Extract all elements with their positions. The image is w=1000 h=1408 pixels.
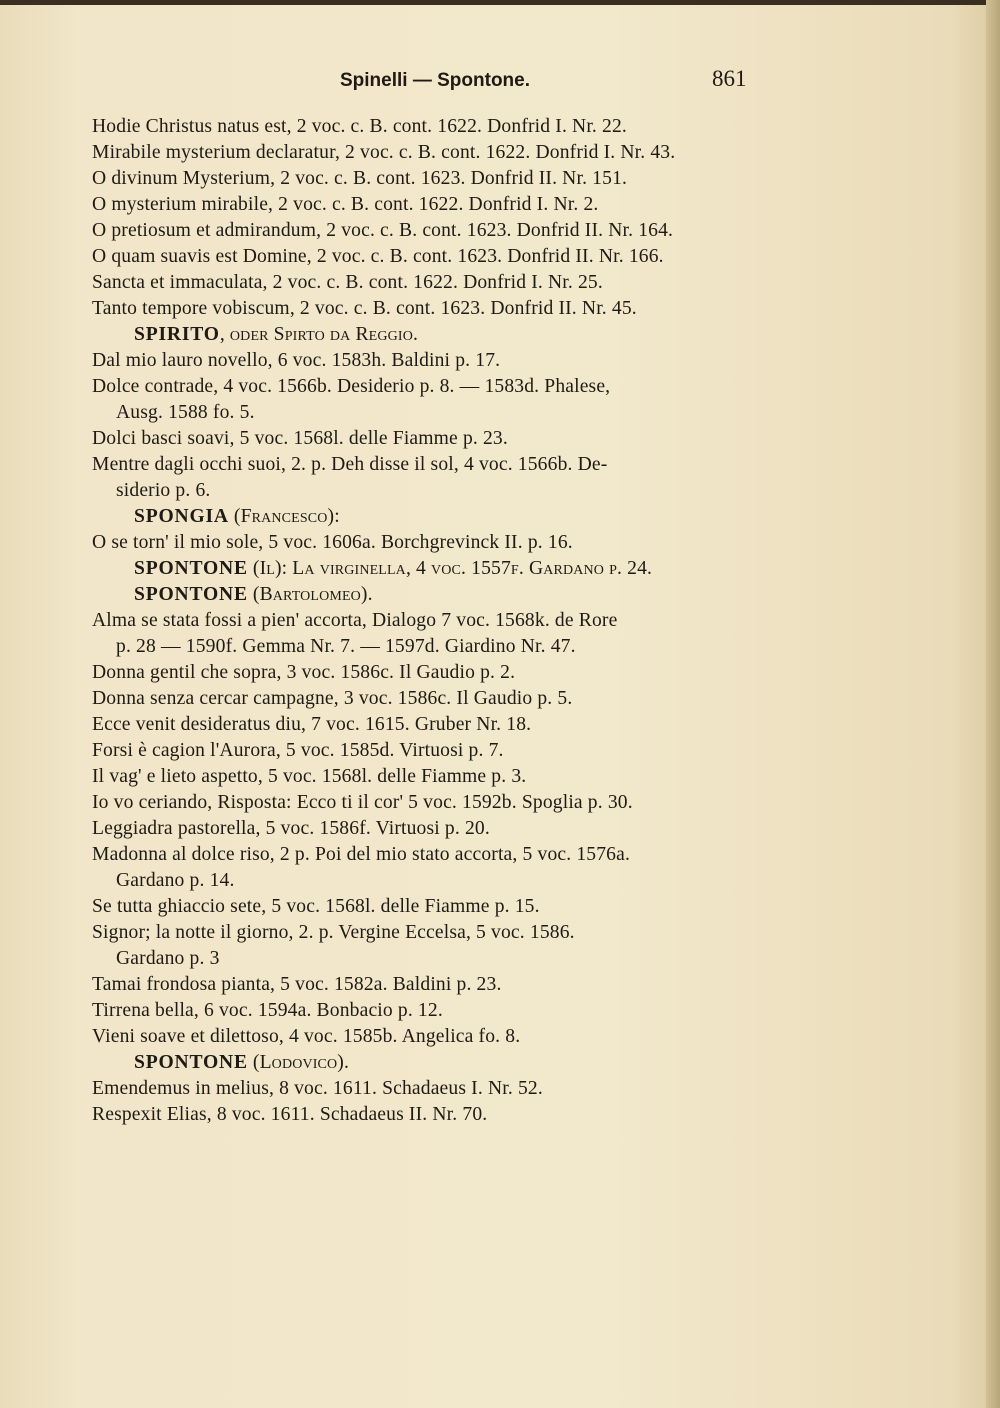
composer-name: SPONTONE bbox=[134, 1052, 248, 1073]
catalogue-entry: O quam suavis est Domine, 2 voc. c. B. cont. 1623. Donfrid II. Nr. 166. bbox=[92, 246, 664, 267]
catalogue-entry: Tamai frondosa pianta, 5 voc. 1582a. Baldini p. 23. bbox=[92, 974, 502, 995]
catalogue-entry: Tanto tempore vobiscum, 2 voc. c. B. cont. 1623. Donfrid II. Nr. 45. bbox=[92, 298, 637, 319]
catalogue-entry: Il vag' e lieto aspetto, 5 voc. 1568l. delle Fiamme p. 3. bbox=[92, 766, 527, 787]
composer-heading-rest: (Francesco): bbox=[228, 506, 340, 527]
composer-name: SPONTONE bbox=[134, 558, 248, 579]
running-head: Spinelli — Spontone. bbox=[340, 70, 530, 91]
catalogue-entry: O divinum Mysterium, 2 voc. c. B. cont. 1623. Donfrid II. Nr. 151. bbox=[92, 168, 628, 189]
catalogue-entry: Tirrena bella, 6 voc. 1594a. Bonbacio p. 12. bbox=[92, 1000, 443, 1021]
catalogue-text bbox=[92, 114, 772, 1128]
catalogue-entry: Madonna al dolce riso, 2 p. Poi del mio stato accorta, 5 voc. 1576a. bbox=[92, 844, 631, 865]
catalogue-entry: Forsi è cagion l'Aurora, 5 voc. 1585d. Virtuosi p. 7. bbox=[92, 740, 504, 761]
composer-name: SPONGIA bbox=[134, 506, 229, 527]
page-number: 861 bbox=[712, 66, 747, 91]
catalogue-entry: Hodie Christus natus est, 2 voc. c. B. cont. 1622. Donfrid I. Nr. 22. bbox=[92, 116, 627, 137]
catalogue-entry: Mirabile mysterium declaratur, 2 voc. c. B. cont. 1622. Donfrid I. Nr. 43. bbox=[92, 142, 676, 163]
catalogue-entry: O mysterium mirabile, 2 voc. c. B. cont. 1622. Donfrid I. Nr. 2. bbox=[92, 194, 599, 215]
catalogue-entry: Sancta et immaculata, 2 voc. c. B. cont. 1622. Donfrid I. Nr. 25. bbox=[92, 272, 603, 293]
catalogue-entry: Emendemus in melius, 8 voc. 1611. Schadaeus I. Nr. 52. bbox=[92, 1078, 543, 1099]
composer-heading-rest: (Bartolomeo). bbox=[247, 584, 373, 605]
composer-heading bbox=[92, 322, 772, 348]
catalogue-entry: Leggiadra pastorella, 5 voc. 1586f. Virtuosi p. 20. bbox=[92, 818, 490, 839]
composer-heading bbox=[92, 504, 772, 530]
composer-heading bbox=[92, 582, 772, 608]
catalogue-entry: Alma se stata fossi a pien' accorta, Dialogo 7 voc. 1568k. de Rore bbox=[92, 610, 618, 631]
catalogue-entry: Vieni soave et dilettoso, 4 voc. 1585b. Angelica fo. 8. bbox=[92, 1026, 521, 1047]
composer-heading-rest: (Lodovico). bbox=[247, 1052, 350, 1073]
page-header bbox=[0, 66, 1000, 100]
entry-continuation: Gardano p. 14. bbox=[116, 870, 235, 891]
catalogue-entry: Mentre dagli occhi suoi, 2. p. Deh disse il sol, 4 voc. 1566b. De- bbox=[92, 454, 608, 475]
composer-name: SPONTONE bbox=[134, 584, 248, 605]
top-border bbox=[0, 0, 1000, 5]
catalogue-entry: O pretiosum et admirandum, 2 voc. c. B. cont. 1623. Donfrid II. Nr. 164. bbox=[92, 220, 674, 241]
catalogue-entry: Se tutta ghiaccio sete, 5 voc. 1568l. delle Fiamme p. 15. bbox=[92, 896, 540, 917]
catalogue-entry: Donna senza cercar campagne, 3 voc. 1586c. Il Gaudio p. 5. bbox=[92, 688, 573, 709]
entry-continuation: Gardano p. 3 bbox=[116, 948, 220, 969]
composer-heading-rest: (Il): La virginella, 4 voc. 1557f. Gardano p. 24. bbox=[247, 558, 653, 579]
composer-heading bbox=[92, 556, 772, 582]
catalogue-entry: Respexit Elias, 8 voc. 1611. Schadaeus II. Nr. 70. bbox=[92, 1104, 488, 1125]
entry-continuation: p. 28 — 1590f. Gemma Nr. 7. — 1597d. Giardino Nr. 47. bbox=[116, 636, 576, 657]
catalogue-entry: Dolci basci soavi, 5 voc. 1568l. delle Fiamme p. 23. bbox=[92, 428, 508, 449]
entry-continuation: siderio p. 6. bbox=[116, 480, 211, 501]
catalogue-entry: Donna gentil che sopra, 3 voc. 1586c. Il Gaudio p. 2. bbox=[92, 662, 516, 683]
catalogue-entry: Dolce contrade, 4 voc. 1566b. Desiderio p. 8. — 1583d. Phalese, bbox=[92, 376, 611, 397]
page-edge bbox=[986, 0, 1000, 1408]
catalogue-entry: Ecce venit desideratus diu, 7 voc. 1615. Gruber Nr. 18. bbox=[92, 714, 532, 735]
entry-continuation: Ausg. 1588 fo. 5. bbox=[116, 402, 255, 423]
composer-heading bbox=[92, 1050, 772, 1076]
composer-name: SPIRITO bbox=[134, 324, 220, 345]
composer-heading-rest: , oder Spirto da Reggio. bbox=[219, 324, 419, 345]
catalogue-entry: Io vo ceriando, Risposta: Ecco ti il cor' 5 voc. 1592b. Spoglia p. 30. bbox=[92, 792, 633, 813]
catalogue-entry: Signor; la notte il giorno, 2. p. Vergine Eccelsa, 5 voc. 1586. bbox=[92, 922, 575, 943]
catalogue-entry: Dal mio lauro novello, 6 voc. 1583h. Baldini p. 17. bbox=[92, 350, 501, 371]
catalogue-entry: O se torn' il mio sole, 5 voc. 1606a. Borchgrevinck II. p. 16. bbox=[92, 532, 573, 553]
